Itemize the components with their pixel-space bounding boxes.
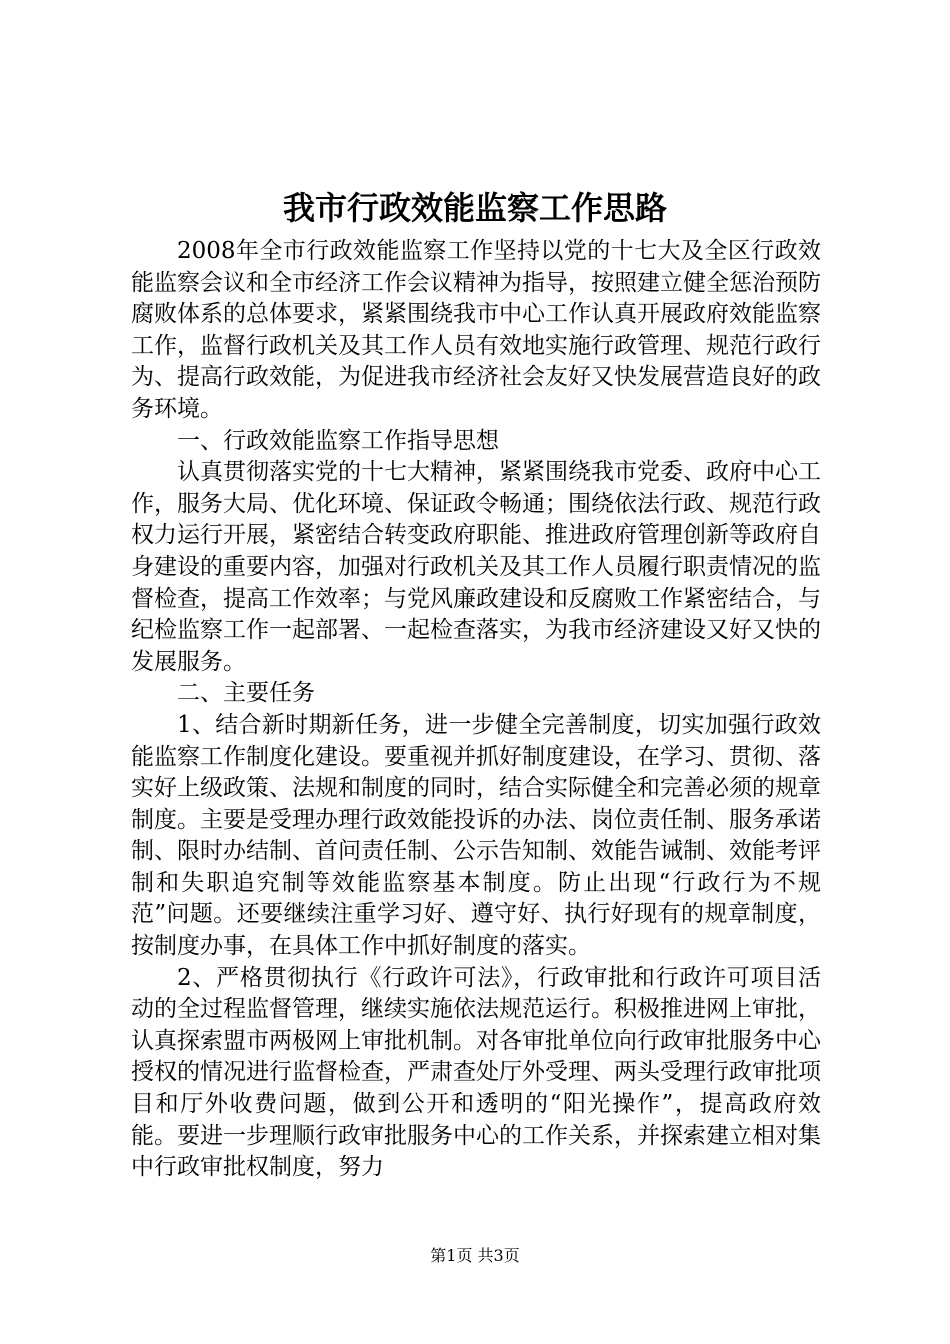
document-body	[131, 236, 821, 1184]
document-title: 我市行政效能监察工作思路	[282, 189, 667, 227]
section-heading-2: 二、主要任务	[177, 680, 315, 707]
paragraph-guiding-thought: 认真贯彻落实党的十七大精神，紧紧围绕我市党委、政府中心工作，服务大局、优化环境、保证政令畅通；围绕依法行政、规范行政权力运行开展，紧密结合转变政府职能、推进政府管理创新等政府自身建设的重要内容，加强对行政机关及其工作人员履行职责情况的监督检查，提高工作效率；与党风廉政建设和反腐败工作紧密结合，与纪检监察工作一起部署、一起检查落实，为我市经济建设又好又快的发展服务。	[131, 459, 821, 675]
page-footer: 第1页 共3页	[430, 1246, 520, 1265]
paragraph-task-2: 2、严格贯彻执行《行政许可法》，行政审批和行政许可项目活动的全过程监督管理，继续实施依法规范运行。积极推进网上审批，认真探索盟市两极网上审批机制。对各审批单位向行政审批服务中心授权的情况进行监督检查，严肃查处厅外受理、两头受理行政审批项目和厅外收费问题，做到公开和透明的“阳光操作”，提高政府效能。要进一步理顺行政审批服务中心的工作关系，并探索建立相对集中行政审批权制度，努力	[131, 964, 821, 1181]
paragraph-task-1: 1、结合新时期新任务，进一步健全完善制度，切实加强行政效能监察工作制度化建设。要重视并抓好制度建设，在学习、贯彻、落实好上级政策、法规和制度的同时，结合实际健全和完善必须的规章制度。主要是受理办理行政效能投诉的办法、岗位责任制、服务承诺制、限时办结制、首问责任制、公示告知制、效能告诫制、效能考评制和失职追究制等效能监察基本制度。防止出现“行政行为不规范”问题。还要继续注重学习好、遵守好、执行好现有的规章制度，按制度办事，在具体工作中抓好制度的落实。	[131, 711, 821, 960]
section-heading-1: 一、行政效能监察工作指导思想	[177, 427, 499, 454]
paragraph-intro: 2008年全市行政效能监察工作坚持以党的十七大及全区行政效能监察会议和全市经济工作会议精神为指导，按照建立健全惩治预防腐败体系的总体要求，紧紧围绕我市中心工作认真开展政府效能监察工作，监督行政机关及其工作人员有效地实施行政管理、规范行政行为、提高行政效能，为促进我市经济社会友好又快发展营造良好的政务环境。	[131, 238, 821, 422]
